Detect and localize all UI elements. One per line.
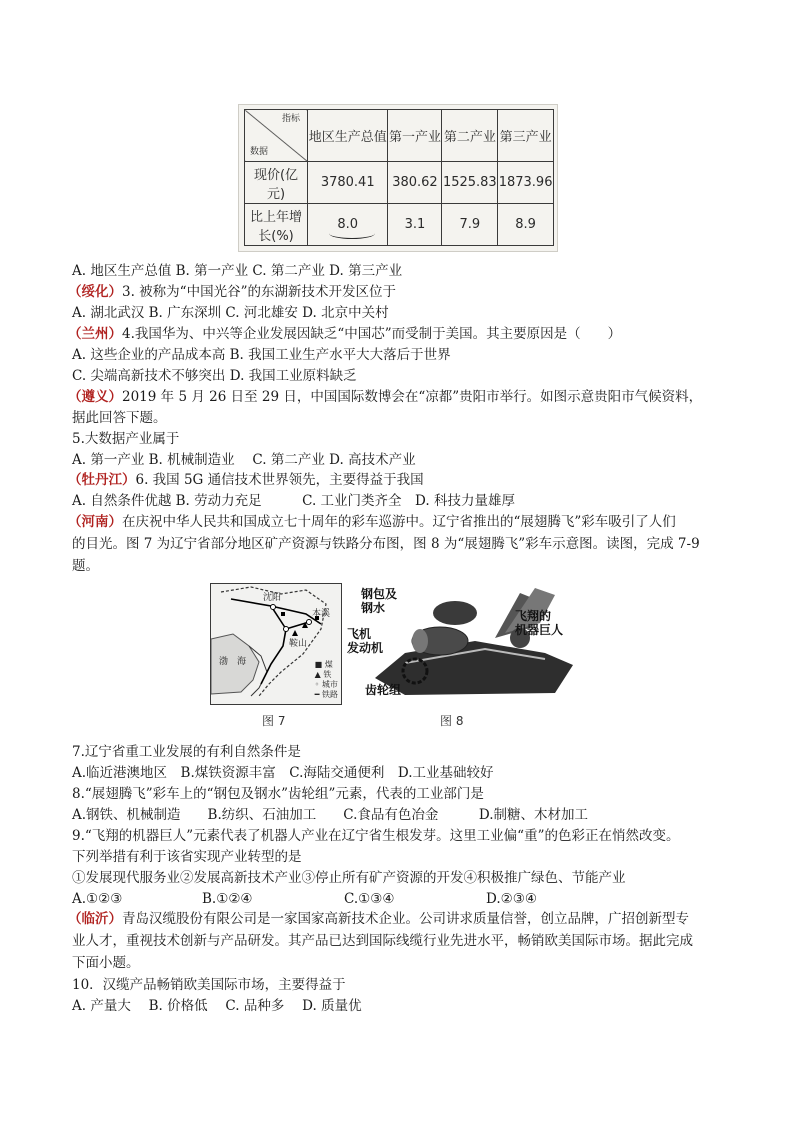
label-robot: 飞翔的 机器巨人: [515, 609, 564, 637]
question-text: 4.我国华为、中兴等企业发展因缺乏“中国芯”而受制于美国。其主要原因是（ ）: [122, 326, 622, 342]
answer-options: A. 第一产业 B. 机械制造业 C. 第二产业 D. 高技术产业: [72, 452, 416, 468]
ladle-shape: [433, 601, 477, 625]
option-c: C.①③④: [344, 891, 395, 907]
intro-text: 青岛汉缆股份有限公司是一家国家高新技术企业。公司讲求质量信誉，创立品牌，广招创新型专: [122, 911, 689, 927]
float-base: [375, 641, 573, 695]
source-tag: （河南）: [68, 514, 122, 530]
table-cell: 7.9: [442, 204, 498, 246]
intro-text: 业人才，重视技术创新与产品研发。其产品已达到国际线缆行业先进水平，畅销欧美国际市场。据此完成: [72, 933, 693, 949]
legend-label: 煤: [324, 660, 333, 669]
city-label: 沈阳: [263, 593, 282, 603]
table-cell: 380.62: [388, 162, 442, 204]
question-7: 7.辽宁省重工业发展的有利自然条件是: [72, 744, 301, 760]
option-b: B.①②④: [202, 891, 253, 907]
legend-label: 铁: [323, 670, 332, 679]
question-6: [68, 470, 424, 490]
question-9-cont: 下列举措有利于该省实现产业转型的是: [72, 849, 302, 865]
coal-icon: ■: [314, 660, 323, 669]
answer-options: A. 产量大 B. 价格低 C. 品种多 D. 质量优: [72, 998, 362, 1014]
column-header: 第一产业: [388, 110, 442, 162]
question-10-intro: [68, 909, 689, 929]
column-header: 第二产业: [442, 110, 498, 162]
answer-options: A.钢铁、机械制造 B.纺织、石油加工 C.食品有色冶金 D.制糖、木材加工: [72, 807, 589, 823]
answer-options: A.临近港澳地区 B.煤铁资源丰富 C.海陆交通便利 D.工业基础较好: [72, 765, 494, 781]
label-gear: 齿轮组: [365, 683, 402, 697]
option-d: D.②③④: [486, 891, 537, 907]
engine-intake: [412, 629, 428, 653]
sea-label: 渤 海: [219, 657, 247, 667]
option-a: A.①②③: [72, 891, 123, 907]
answer-options: A. 湖北武汉 B. 广东深圳 C. 河北雄安 D. 北京中关村: [72, 305, 389, 321]
gdp-table: [244, 109, 554, 246]
coal-marker: [281, 612, 285, 616]
question-text: 3. 被称为“中国光谷”的东湖新技术开发区位于: [122, 284, 396, 300]
figure-8-illustration: [345, 583, 577, 703]
table-cell: 1873.96: [498, 162, 554, 204]
intro-text: 在庆祝中华人民共和国成立七十周年的彩车巡游中。辽宁省推出的“展翅腾飞”彩车吸引了人们: [122, 514, 676, 530]
handwritten-circled-value: 8.0: [337, 217, 359, 232]
answer-options: A. 地区生产总值 B. 第一产业 C. 第二产业 D. 第三产业: [72, 263, 403, 279]
figure-8-caption: 图 8: [440, 714, 464, 728]
row-label: 现价(亿元): [245, 162, 308, 204]
answer-options: C. 尖端高新技术不够突出 D. 我国工业原料缺乏: [72, 368, 357, 384]
question-9-items: ①发展现代服务业②发展高新技术产业③停止所有矿产资源的开发④积极推广绿色、节能产业: [72, 870, 626, 886]
figure-7-map: [210, 583, 342, 705]
answer-options: A. 自然条件优越 B. 劳动力充足 C. 工业门类齐全 D. 科技力量雄厚: [72, 493, 515, 509]
intro-text: 下面小题。: [72, 955, 140, 971]
city-icon: ◦: [314, 680, 320, 689]
table-cell: 3780.41: [308, 162, 388, 204]
pen-mark: [329, 228, 375, 239]
table-cell: 3.1: [388, 204, 442, 246]
answer-options: [72, 889, 537, 909]
label-engine: 飞机 发动机: [347, 627, 384, 655]
question-4: [68, 324, 621, 344]
legend-label: 城市: [321, 680, 338, 689]
map-legend: [315, 660, 338, 700]
table-cell: 1525.83: [442, 162, 498, 204]
gdp-table-image: [238, 104, 558, 252]
question-7-intro: [68, 512, 676, 532]
legend-label: 铁路: [322, 690, 338, 699]
city-label: 本溪: [312, 609, 331, 619]
city-shenyang: [271, 605, 276, 610]
table-cell: [308, 204, 388, 246]
railway-icon: ━: [314, 690, 320, 699]
corner-bottom-label: 数据: [249, 147, 268, 157]
intro-text: 2019 年 5 月 26 日至 29 日，中国国际数博会在“凉都”贵阳市举行。如图示意贵阳市气候资料，: [122, 389, 703, 405]
question-8: 8.“展翅腾飞”彩车上的“钢包及钢水”齿轮组”元素，代表的工业部门是: [72, 786, 484, 802]
source-tag: （牡丹江）: [68, 472, 136, 488]
question-text: 6. 我国 5G 通信技术世界领先，主要得益于我国: [135, 472, 424, 488]
figure-7-caption: 图 7: [262, 714, 286, 728]
iron-icon: ▲: [314, 670, 321, 679]
question-5: 5.大数据产业属于: [72, 431, 180, 447]
column-header: 地区生产总值: [308, 110, 388, 162]
corner-top-label: 指标: [281, 114, 300, 124]
city-label: 鞍山: [289, 639, 308, 649]
source-tag: （绥化）: [68, 284, 122, 300]
question-3: [68, 282, 396, 302]
intro-text: 题。: [72, 558, 99, 574]
intro-text: 据此回答下题。: [72, 410, 167, 426]
source-tag: （兰州）: [68, 326, 122, 342]
table-corner-cell: [245, 110, 308, 162]
source-tag: （遵义）: [68, 389, 122, 405]
column-header: 第三产业: [498, 110, 554, 162]
answer-options: A. 这些企业的产品成本高 B. 我国工业生产水平大大落后于世界: [72, 347, 451, 363]
city-benxi: [307, 620, 312, 625]
city-anshan: [284, 627, 289, 632]
row-label: 比上年增长(%): [245, 204, 308, 246]
question-10: 10．汉缆产品畅销欧美国际市场，主要得益于: [72, 977, 346, 993]
iron-marker: [292, 630, 298, 636]
question-9: 9.“飞翔的机器巨人”元素代表了机器人产业在辽宁省生根发芽。这里工业偏“重”的色彩正在悄然改变。: [72, 828, 680, 844]
label-ladle: 钢包及 钢水: [361, 587, 398, 615]
question-5-intro: [68, 387, 702, 407]
intro-text: 的目光。图 7 为辽宁省部分地区矿产资源与铁路分布图，图 8 为“展翅腾飞”彩车示意图。读图，完成 7-9: [72, 536, 700, 552]
source-tag: （临沂）: [68, 911, 122, 927]
table-cell: 8.9: [498, 204, 554, 246]
